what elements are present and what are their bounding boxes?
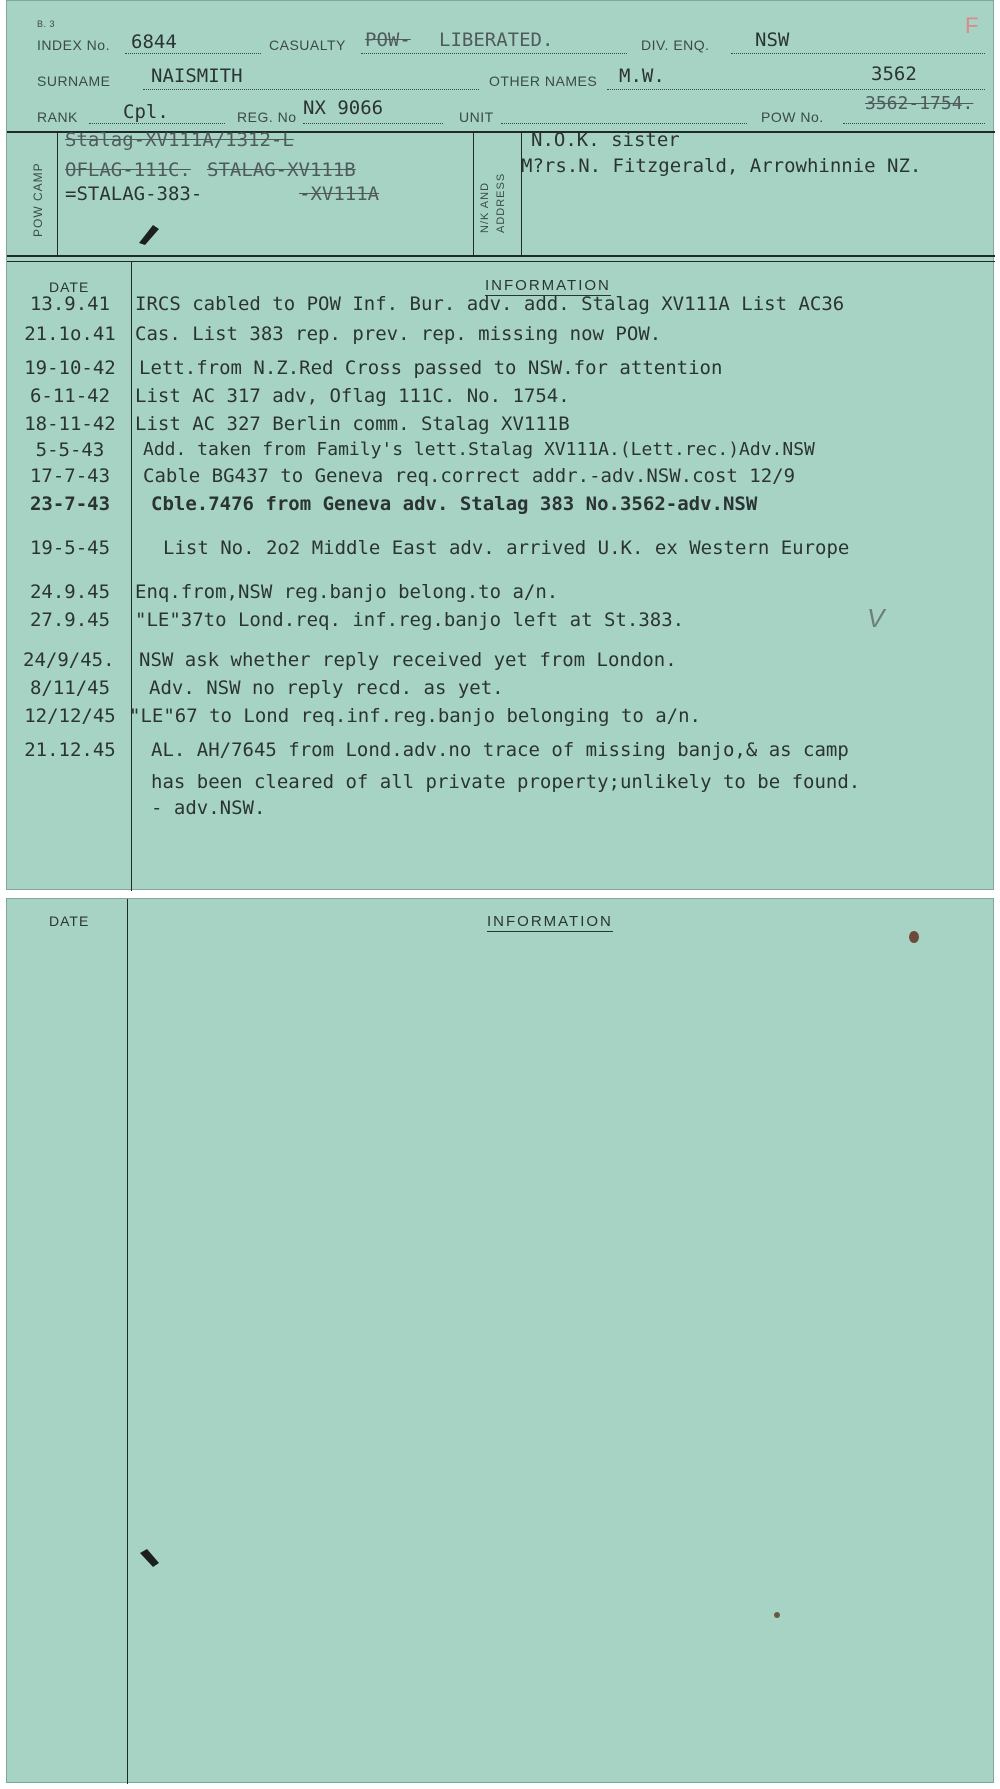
entry-row: 8/11/45 Adv. NSW no reply recd. as yet. [29, 677, 504, 699]
index-label: INDEX No. [37, 37, 110, 53]
ink-smudge [135, 217, 165, 247]
pow-no-struck: 3562-1754. [865, 93, 974, 114]
entry-row: 24.9.45 Enq.from,NSW reg.banjo belong.to a/n. [29, 581, 559, 603]
surname-label: SURNAME [37, 73, 111, 89]
casualty-struck: POW- [365, 29, 411, 51]
unit-label: UNIT [459, 109, 494, 125]
entry-row: 17-7-43 Cable BG437 to Geneva req.correct addr.-adv.NSW.cost 12/9 [29, 465, 796, 487]
pow-camp-line3a: =STALAG-383- [65, 183, 203, 205]
div-enq-value: NSW [755, 29, 790, 51]
entry-row: 19-10-42 Lett.from N.Z.Red Cross passed to NSW.for attention [24, 357, 723, 379]
entry-row: 23-7-43 Cble.7476 from Geneva adv. Stalag 383 No.3562-adv.NSW [29, 493, 758, 515]
pow-camp-line2a: OFLAG-111C. [65, 159, 191, 181]
card-back [6, 898, 994, 1783]
pow-camp-line1: Stalag-XV111A/1312-L [65, 129, 294, 151]
other-names-label: OTHER NAMES [489, 73, 598, 89]
reg-no-value: NX 9066 [303, 97, 384, 119]
entry-row: 21.1o.41 Cas. List 383 rep. prev. rep. missing now POW. [24, 323, 662, 345]
pow-camp-label: POW CAMP [31, 162, 45, 237]
card-front [6, 0, 994, 890]
nok-label-line2: ADDRESS [495, 172, 507, 233]
tick-mark: V [867, 603, 885, 633]
corner-mark: F [965, 13, 979, 38]
entry-row: 13.9.41 IRCS cabled to POW Inf. Bur. adv. add. Stalag XV111A List AC36 [29, 293, 845, 315]
other-names-value: M.W. [619, 65, 665, 87]
rank-value: Cpl. [123, 101, 169, 123]
entry-row: 19-5-45 List No. 2o2 Middle East adv. arrived U.K. ex Western Europe [29, 537, 850, 559]
stain-spot [773, 1611, 781, 1619]
entry-row: 24/9/45. NSW ask whether reply received yet from London. [23, 649, 677, 671]
surname-value: NAISMITH [151, 65, 243, 87]
stain-spot [907, 929, 921, 945]
entry-row: 27.9.45 "LE"37to Lond.req. inf.reg.banjo left at St.383. [29, 609, 685, 631]
pow-camp-line2b: STALAG-XV111B [207, 159, 356, 181]
nok-line2: M?rs.N. Fitzgerald, Arrowhinnie NZ. [521, 155, 922, 177]
pow-number-top: 3562 [871, 63, 917, 85]
date-header: DATE [49, 279, 90, 295]
back-date-header: DATE [49, 913, 90, 929]
div-enq-label: DIV. ENQ. [641, 37, 710, 53]
reg-no-label: REG. No [237, 109, 297, 125]
index-value: 6844 [131, 31, 177, 53]
entry-row: - adv.NSW. [151, 797, 266, 819]
entry-row: 18-11-42 List AC 327 Berlin comm. Stalag XV111B [24, 413, 570, 435]
rank-label: RANK [37, 109, 78, 125]
information-header: INFORMATION [485, 277, 611, 294]
nok-line1: N.O.K. sister [531, 129, 680, 151]
pow-camp-line3b: -XV111A [299, 183, 380, 205]
entry-row: has been cleared of all private property;unlikely to be found. [151, 771, 861, 793]
entry-row: 5-5-43 Add. taken from Family's lett.Stalag XV111A.(Lett.rec.)Adv.NSW [35, 439, 815, 461]
back-information-header: INFORMATION [487, 913, 613, 930]
entry-row: 21.12.45 AL. AH/7645 from Lond.adv.no trace of missing banjo,& as camp [24, 739, 849, 761]
form-number: B. 3 [37, 19, 56, 29]
casualty-label: CASUALTY [269, 37, 346, 53]
nok-label-line1: N/K AND [479, 181, 491, 233]
casualty-value: LIBERATED. [439, 29, 554, 51]
ink-smudge [137, 1547, 161, 1571]
pow-no-label: POW No. [761, 109, 824, 125]
entry-row: 6-11-42 List AC 317 adv, Oflag 111C. No. 1754. [29, 385, 570, 407]
entry-row: 12/12/45 "LE"67 to Lond req.inf.reg.banjo belonging to a/n. [24, 705, 701, 727]
